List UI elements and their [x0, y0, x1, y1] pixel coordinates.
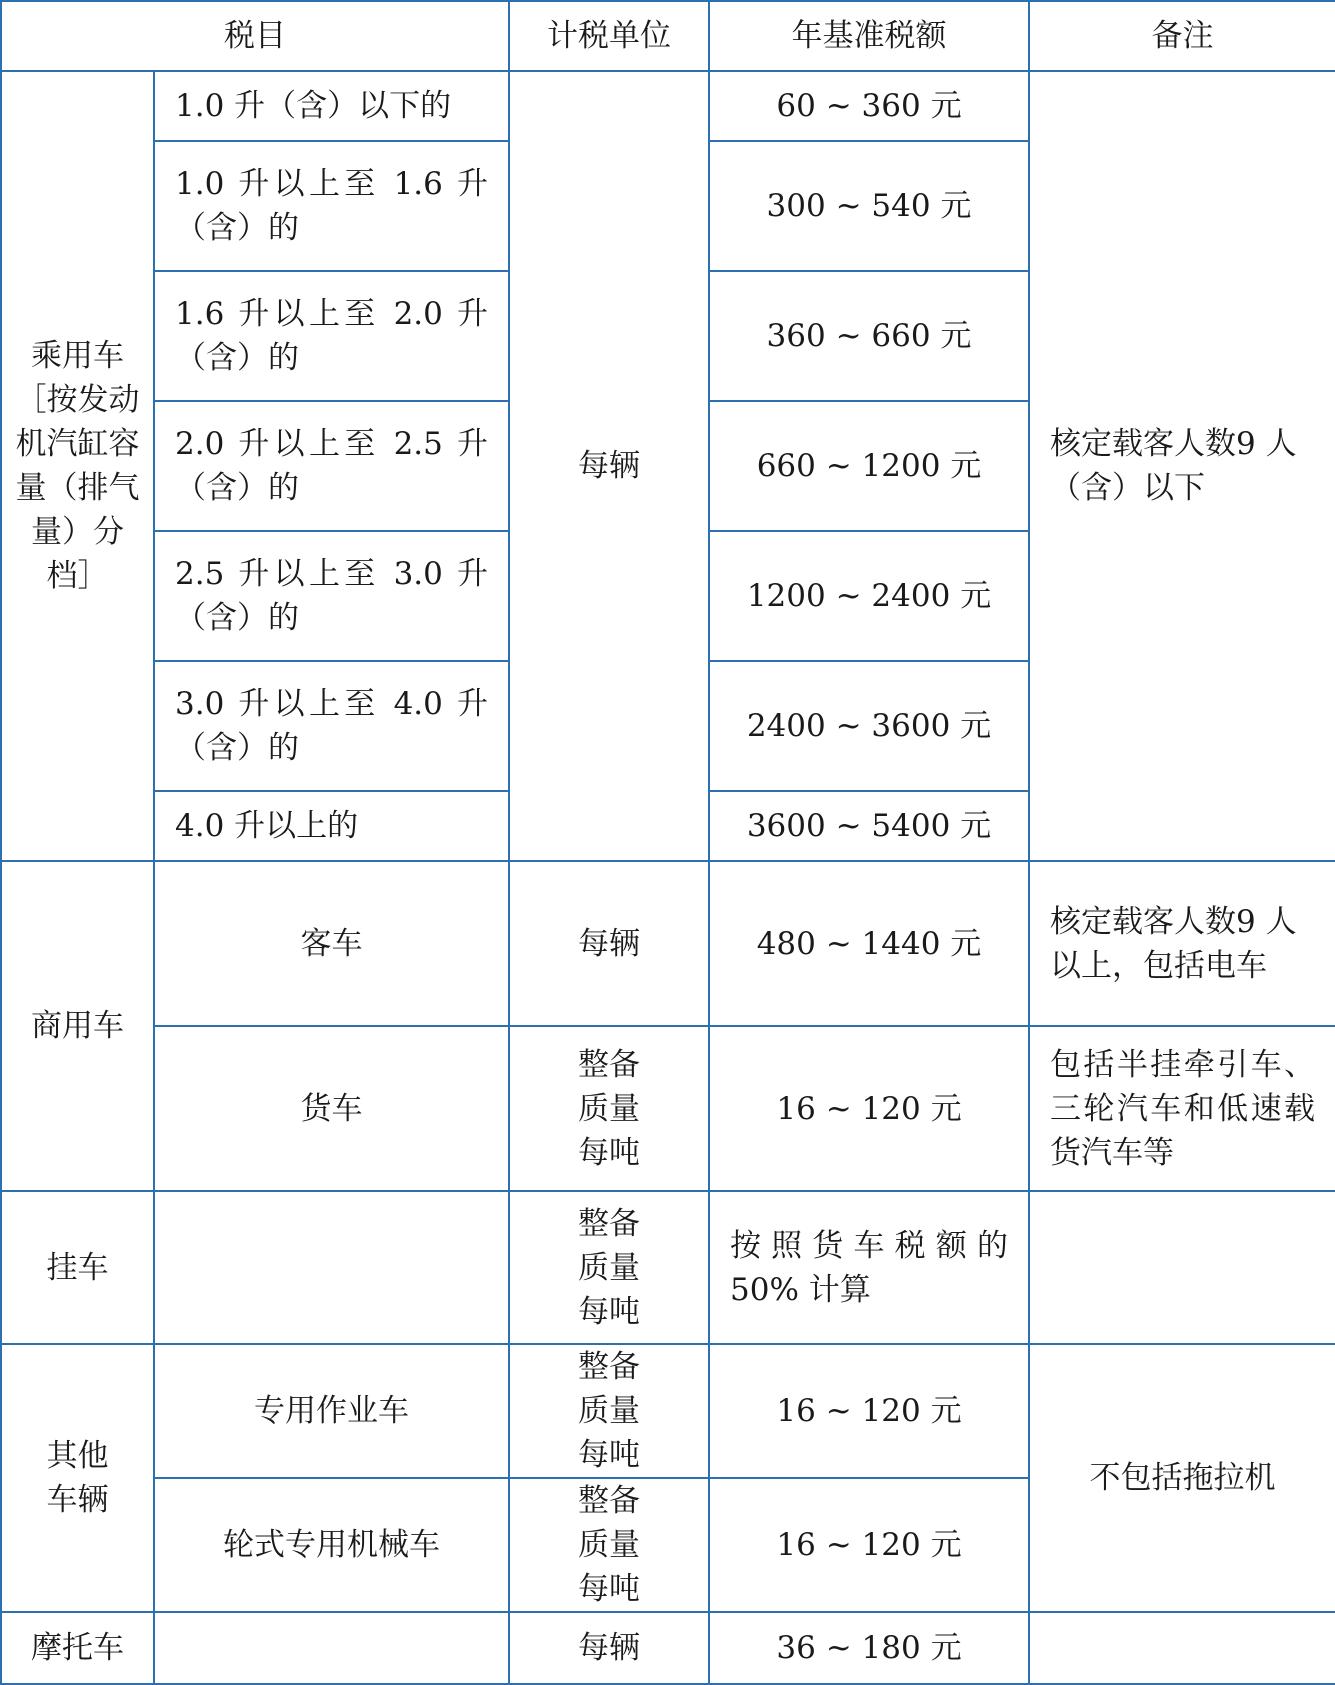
table-row — [1, 1191, 1335, 1344]
amount-cell: 2400 ~ 3600 元 — [709, 661, 1029, 791]
amount-cell: 3600 ~ 5400 元 — [709, 791, 1029, 861]
category-commercial: 商用车 — [1, 861, 154, 1191]
amount-cell: 660 ~ 1200 元 — [709, 401, 1029, 531]
category-passenger: 乘用车［按发动机汽缸容量（排气量）分档］ — [1, 71, 154, 861]
item-cell: 2.5 升以上至 3.0 升（含）的 — [154, 531, 509, 661]
header-remark: 备注 — [1029, 1, 1335, 71]
category-motorcycle: 摩托车 — [1, 1612, 154, 1684]
item-cell — [154, 1612, 509, 1684]
remark-cell: 核定载客人数9 人以上，包括电车 — [1029, 861, 1335, 1026]
amount-cell: 1200 ~ 2400 元 — [709, 531, 1029, 661]
table-row — [1, 861, 1335, 1026]
unit-cell: 整备质量每吨 — [509, 1478, 709, 1612]
item-cell: 1.6 升以上至 2.0 升（含）的 — [154, 271, 509, 401]
category-trailer: 挂车 — [1, 1191, 154, 1344]
item-cell: 1.0 升（含）以下的 — [154, 71, 509, 141]
remark-cell: 包括半挂牵引车、三轮汽车和低速载货汽车等 — [1029, 1026, 1335, 1191]
item-cell: 4.0 升以上的 — [154, 791, 509, 861]
amount-cell: 16 ~ 120 元 — [709, 1344, 1029, 1478]
table-row — [1, 1344, 1335, 1478]
unit-cell: 整备质量每吨 — [509, 1026, 709, 1191]
item-cell: 3.0 升以上至 4.0 升（含）的 — [154, 661, 509, 791]
amount-cell: 16 ~ 120 元 — [709, 1026, 1029, 1191]
unit-cell: 整备质量每吨 — [509, 1344, 709, 1478]
item-cell: 1.0 升以上至 1.6 升（含）的 — [154, 141, 509, 271]
item-cell: 客车 — [154, 861, 509, 1026]
amount-cell: 360 ~ 660 元 — [709, 271, 1029, 401]
table-row — [1, 1026, 1335, 1191]
amount-cell: 按照货车税额的50% 计算 — [709, 1191, 1029, 1344]
unit-cell: 每辆 — [509, 71, 709, 861]
remark-cell: 不包括拖拉机 — [1029, 1344, 1335, 1612]
amount-cell: 60 ~ 360 元 — [709, 71, 1029, 141]
header-item: 税目 — [1, 1, 509, 71]
amount-cell: 480 ~ 1440 元 — [709, 861, 1029, 1026]
amount-cell: 16 ~ 120 元 — [709, 1478, 1029, 1612]
item-cell: 2.0 升以上至 2.5 升（含）的 — [154, 401, 509, 531]
header-amount: 年基准税额 — [709, 1, 1029, 71]
header-row — [1, 1, 1335, 71]
unit-cell: 整备质量每吨 — [509, 1191, 709, 1344]
amount-cell: 36 ~ 180 元 — [709, 1612, 1029, 1684]
table-row — [1, 1612, 1335, 1684]
item-cell: 轮式专用机械车 — [154, 1478, 509, 1612]
unit-cell: 每辆 — [509, 861, 709, 1026]
amount-cell: 300 ~ 540 元 — [709, 141, 1029, 271]
remark-cell — [1029, 1612, 1335, 1684]
remark-cell: 核定载客人数9 人（含）以下 — [1029, 71, 1335, 861]
item-cell: 专用作业车 — [154, 1344, 509, 1478]
remark-cell — [1029, 1191, 1335, 1344]
table-row — [1, 71, 1335, 141]
unit-cell: 每辆 — [509, 1612, 709, 1684]
item-cell — [154, 1191, 509, 1344]
item-cell: 货车 — [154, 1026, 509, 1191]
category-other: 其他车辆 — [1, 1344, 154, 1612]
header-unit: 计税单位 — [509, 1, 709, 71]
